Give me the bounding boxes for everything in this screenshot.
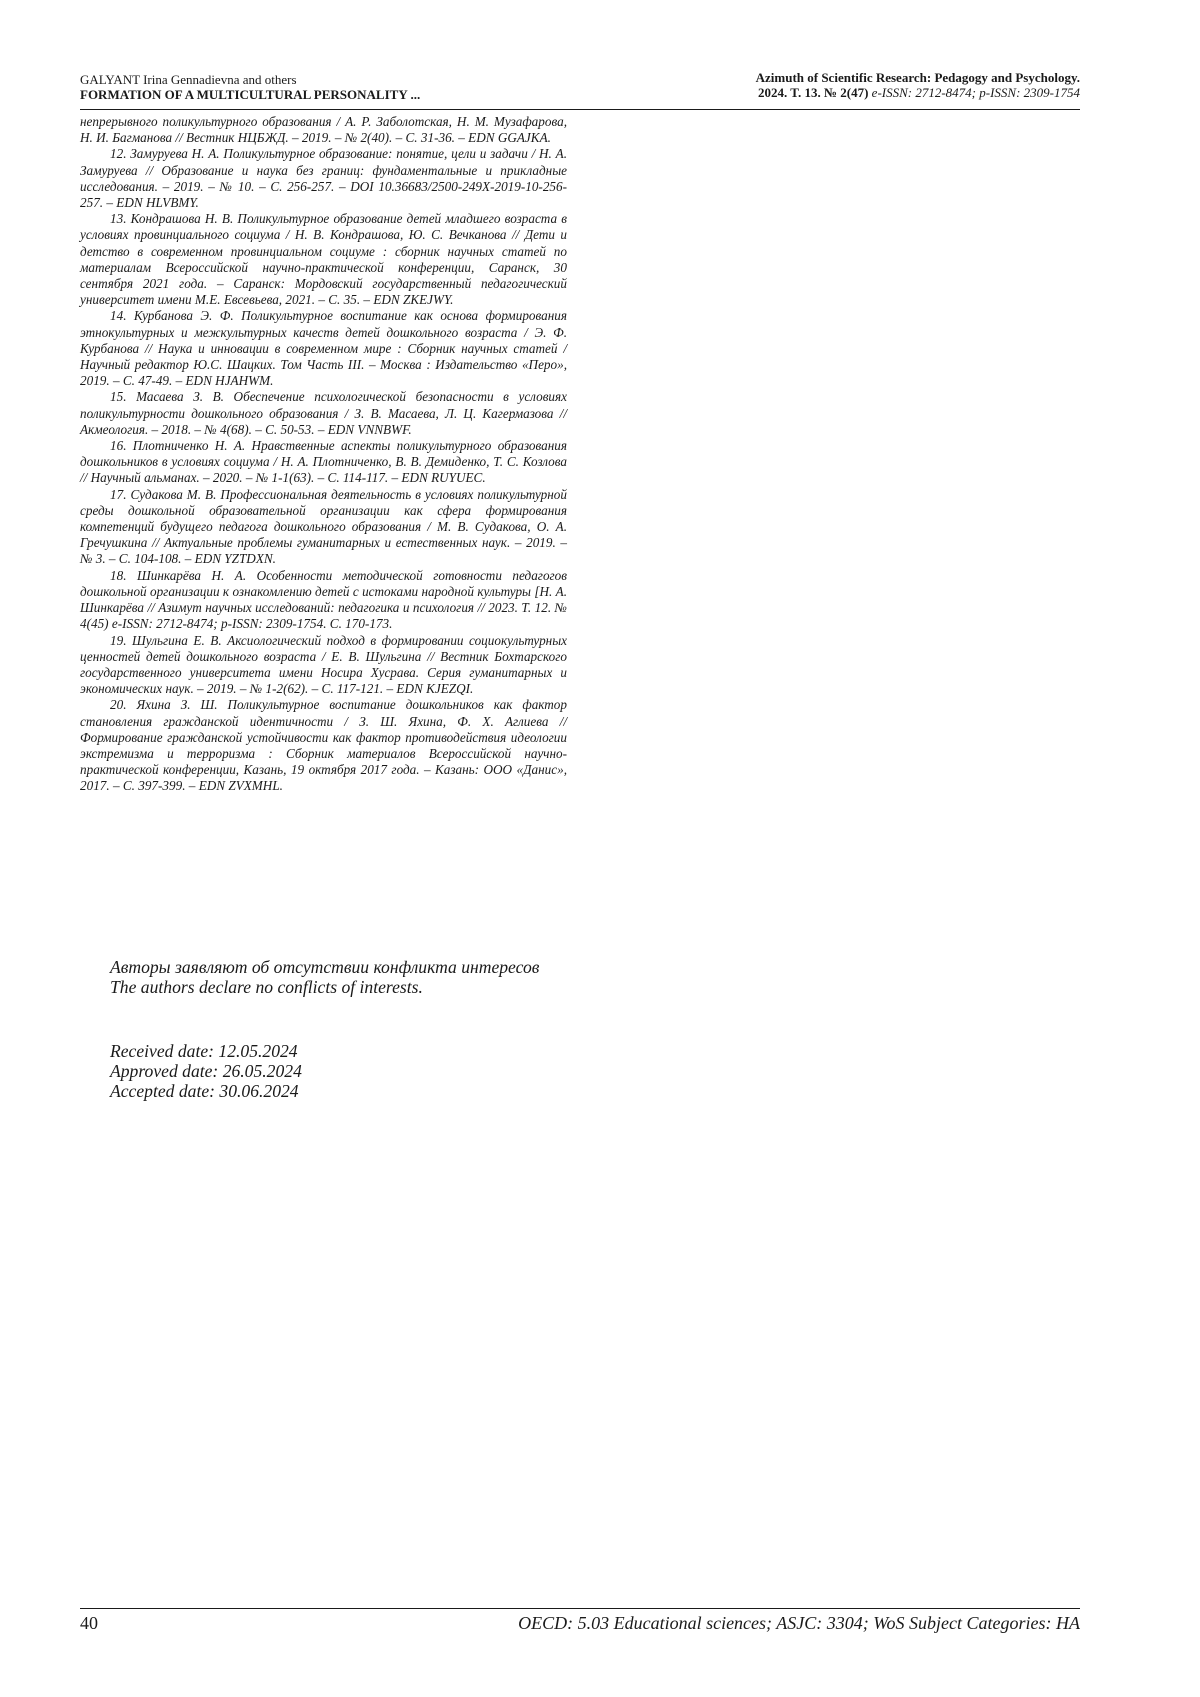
- header-authors: GALYANT Irina Gennadievna and others: [80, 72, 297, 87]
- approved-date: Approved date: 26.05.2024: [110, 1061, 302, 1081]
- header-journal-name: Azimuth of Scientific Research: Pedagogy and Psychology.: [755, 70, 1080, 85]
- article-dates: [110, 1041, 567, 1101]
- header-divider: [80, 109, 1080, 110]
- running-header-right: [600, 70, 1080, 100]
- reference-list: [80, 114, 567, 795]
- subject-categories: OECD: 5.03 Educational sciences; ASJC: 3304; WoS Subject Categories: HA: [518, 1613, 1080, 1633]
- reference-item-continued: непрерывного поликультурного образования / А. Р. Заболотская, Н. М. Музафарова, Н. И. Багманова // Вестник НЦБЖД. – 2019. – № 2(40). – С. 31-36. – EDN GGAJKA.: [80, 114, 567, 146]
- accepted-date: Accepted date: 30.06.2024: [110, 1081, 299, 1101]
- reference-item-13: 13. Кондрашова Н. В. Поликультурное образование детей младшего возраста в условиях провинциального социума / Н. В. Кондрашова, Ю. С. Вечканова // Дети и детство в современном провинциальном социуме : сборник научных статей по материалам Всероссийской научно-практической конференции, Саранск, 30 сентября 2021 года. – Саранск: Мордовский государственный педагогический университет имени М.Е. Евсевьева, 2021. – С. 35. – EDN ZKEJWY.: [80, 211, 567, 308]
- footer-divider: [80, 1608, 1080, 1609]
- page-number: 40: [80, 1613, 98, 1633]
- header-article-title: FORMATION OF A MULTICULTURAL PERSONALITY ...: [80, 87, 421, 102]
- declaration-en: The authors declare no conflicts of interests.: [110, 977, 423, 997]
- received-date: Received date: 12.05.2024: [110, 1041, 298, 1061]
- reference-item-14: 14. Курбанова Э. Ф. Поликультурное воспитание как основа формирования этнокультурных и межкультурных качеств детей дошкольного возраста / Э. Ф. Курбанова // Наука и инновации в современном мире : Сборник научных статей / Научный редактор Ю.С. Шацких. Том Часть III. – Москва : Издательство «Перо», 2019. – С. 47-49. – EDN HJAHWM.: [80, 308, 567, 389]
- conflict-declaration: [80, 957, 567, 997]
- reference-item-19: 19. Шульгина Е. В. Аксиологический подход в формировании социокультурных ценностей детей дошкольного возраста / Е. В. Шульгина // Вестник Бохтарского государственного университета имени Носира Хусрава. Серия гуманитарных и экономических наук. – 2019. – № 1-2(62). – С. 117-121. – EDN KJEZQI.: [80, 632, 567, 697]
- reference-item-15: 15. Масаева З. В. Обеспечение психологической безопасности в условиях поликультурности дошкольного образования / З. В. Масаева, Л. Ц. Кагермазова // Акмеология. – 2018. – № 4(68). – С. 50-53. – EDN VNNBWF.: [80, 389, 567, 437]
- reference-item-17: 17. Судакова М. В. Профессиональная деятельность в условиях поликультурной среды дошкольной образовательной организации как сфера формирования компетенций будущего педагога дошкольного образования / М. В. Судакова, О. А. Гречушкина // Актуальные проблемы гуманитарных и естественных наук. – 2019. – № 3. – С. 104-108. – EDN YZTDXN.: [80, 486, 567, 567]
- running-header-left: [80, 72, 640, 102]
- header-issue-number: 2024. T. 13. № 2(47): [757, 85, 869, 100]
- reference-item-12: 12. Замуруева Н. А. Поликультурное образование: понятие, цели и задачи / Н. А. Замуруева // Образование и наука без границ: фундаментальные и прикладные исследования. – 2019. – № 10. – С. 256-257. – DOI 10.36683/2500-249X-2019-10-256-257. – EDN HLVBMY.: [80, 146, 567, 211]
- declaration-ru: Авторы заявляют об отсутствии конфликта интересов: [110, 957, 540, 977]
- reference-item-20: 20. Яхина З. Ш. Поликультурное воспитание дошкольников как фактор становления гражданской идентичности / З. Ш. Яхина, Ф. Х. Аглиева // Формирование гражданской устойчивости как фактор противодействия идеологии экстремизма и терроризма : Сборник материалов Всероссийской научно-практической конференции, Казань, 19 октября 2017 года. – Казань: ООО «Данис», 2017. – С. 397-399. – EDN ZVXMHL.: [80, 697, 567, 794]
- header-issn: e-ISSN: 2712-8474; p-ISSN: 2309-1754: [868, 85, 1080, 100]
- reference-item-18: 18. Шинкарёва Н. А. Особенности методической готовности педагогов дошкольной организации к ознакомлению детей с истоками народной культуры [Н. А. Шинкарёва // Азимут научных исследований: педагогика и психология // 2023. Т. 12. № 4(45) e-ISSN: 2712-8474; p-ISSN: 2309-1754. С. 170-173.: [80, 567, 567, 632]
- header-issue: [600, 85, 1080, 100]
- reference-item-16: 16. Плотниченко Н. А. Нравственные аспекты поликультурного образования дошкольников в условиях социума / Н. А. Плотниченко, В. В. Демиденко, Т. С. Козлова // Научный альманах. – 2020. – № 1-1(63). – С. 114-117. – EDN RUYUEC.: [80, 438, 567, 486]
